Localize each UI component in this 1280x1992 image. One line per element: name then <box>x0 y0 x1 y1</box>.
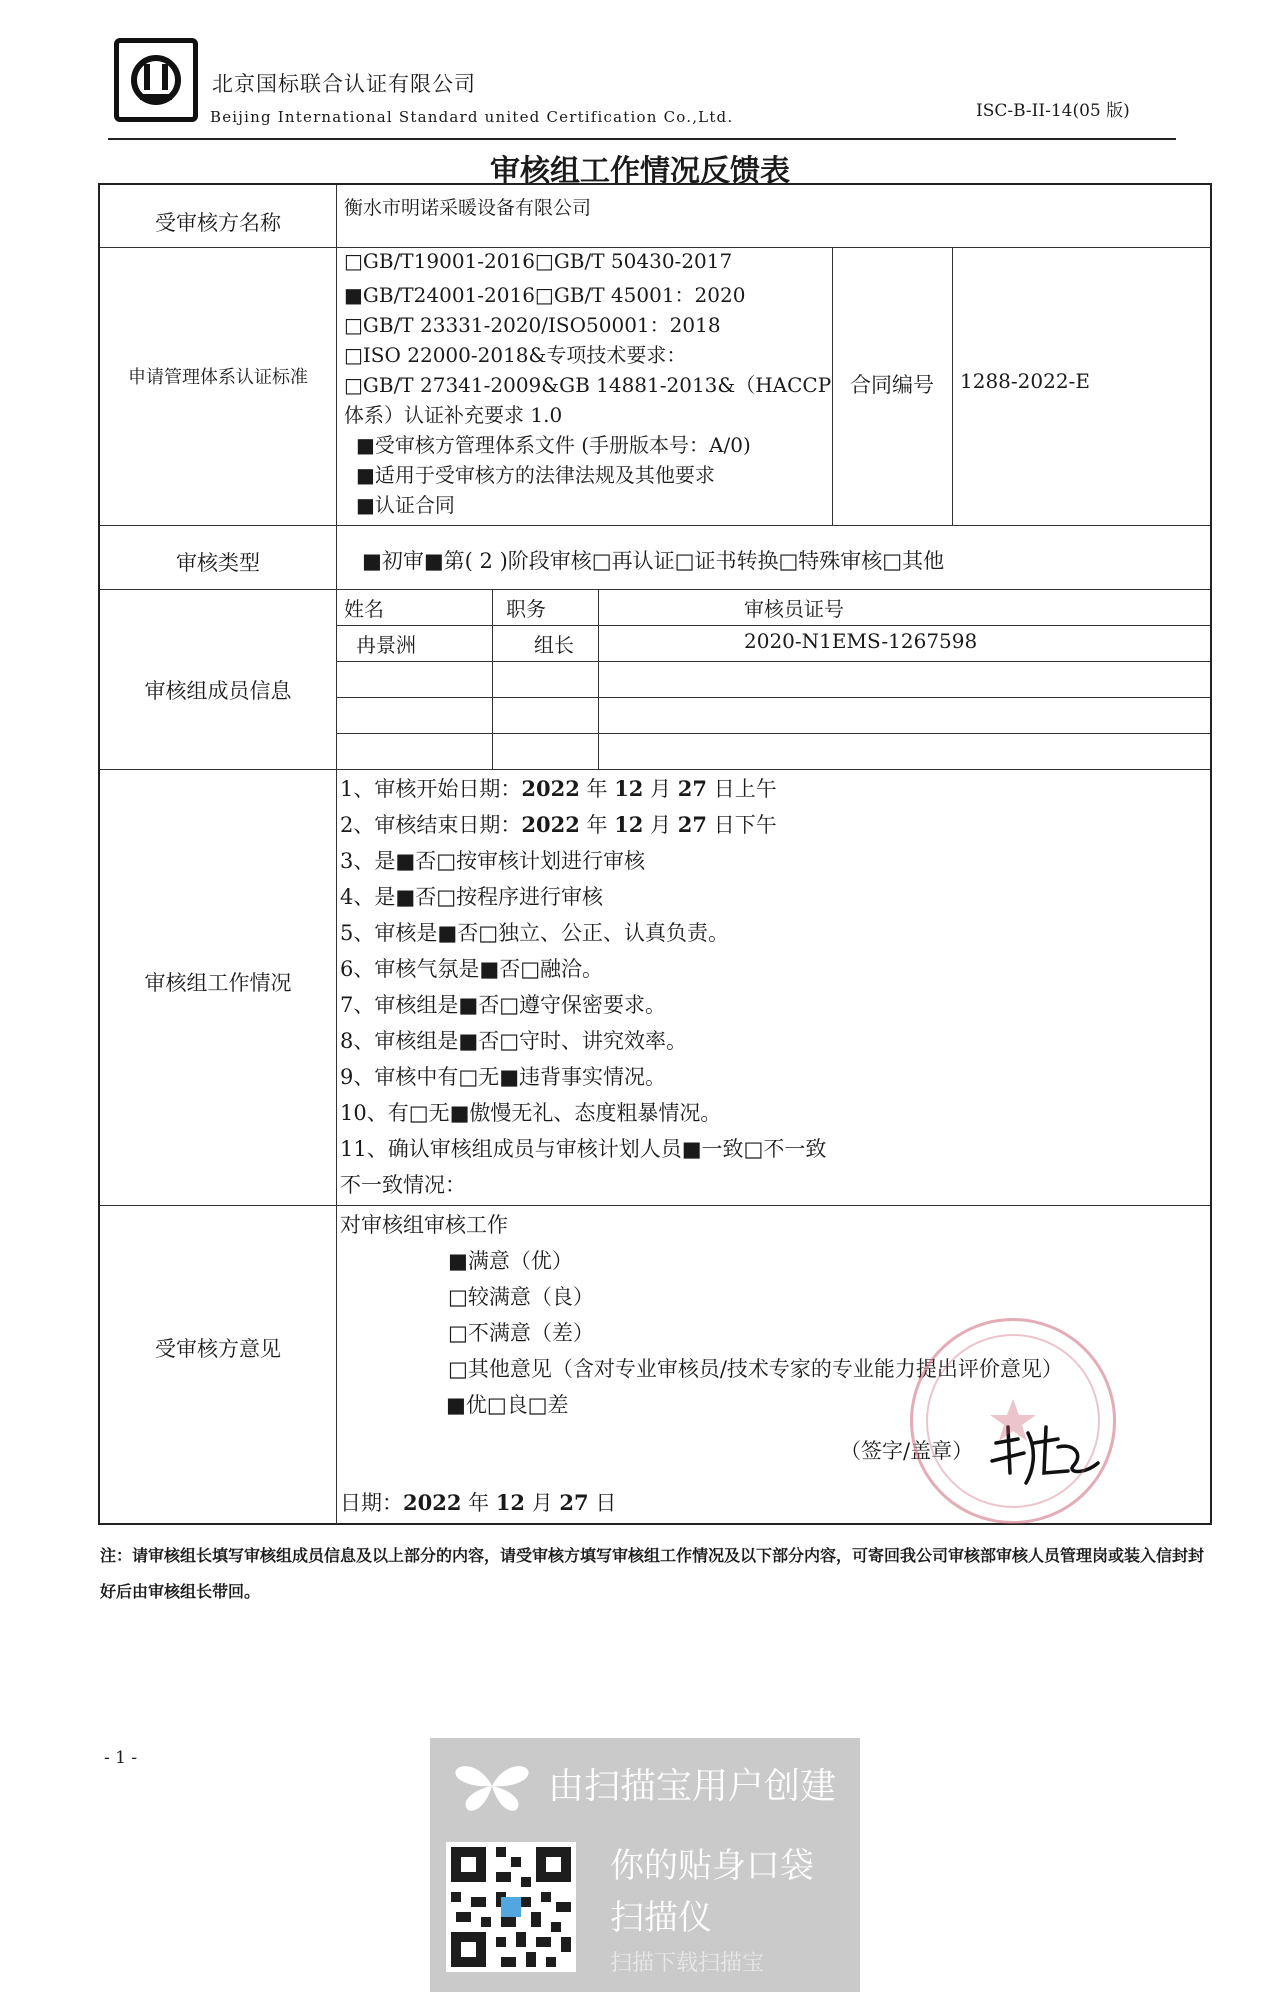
team-col-divider <box>492 589 493 769</box>
auditee-label: 受审核方名称 <box>155 211 281 235</box>
company-name-en: Beijing International Standard united Certification Co.,Ltd. <box>210 108 734 126</box>
opinion-item: □其他意见（含对专业审核员/技术专家的专业能力提出评价意见） <box>448 1357 1063 1381</box>
opinion-intro: 对审核组审核工作 <box>340 1213 508 1237</box>
standard-line: 体系）认证补充要求 1.0 <box>344 403 563 427</box>
work-item: 11、确认审核组成员与审核计划人员■一致□不一致 <box>340 1137 827 1161</box>
contract-label: 合同编号 <box>850 373 934 397</box>
opinion-item: ■优□良□差 <box>446 1393 569 1417</box>
audit-type-value: ■初审■第( 2 )阶段审核□再认证□证书转换□特殊审核□其他 <box>362 549 945 573</box>
header-divider <box>108 138 1176 140</box>
standard-line: ■GB/T24001-2016□GB/T 45001：2020 <box>344 283 746 307</box>
opinion-label: 受审核方意见 <box>155 1337 281 1361</box>
standard-line: □GB/T 23331-2020/ISO50001：2018 <box>344 313 721 337</box>
auditee-value: 衡水市明诺采暖设备有限公司 <box>344 197 592 219</box>
work-line-start: 1、审核开始日期：2022 年 12 月 27 日上午 <box>340 776 777 801</box>
standard-line: □GB/T19001-2016□GB/T 50430-2017 <box>344 249 733 273</box>
certification-logo-icon <box>126 50 186 110</box>
opinion-item: □不满意（差） <box>448 1321 594 1345</box>
opinion-item: ■满意（优） <box>448 1249 573 1273</box>
standard-line: ■适用于受审核方的法律法规及其他要求 <box>356 463 715 487</box>
audit-type-label: 审核类型 <box>176 551 260 575</box>
work-item: 3、是■否□按审核计划进行审核 <box>340 849 646 873</box>
watermark-created-by: 由扫描宝用户创建 <box>548 1766 837 1807</box>
work-item: 不一致情况： <box>340 1173 466 1197</box>
team-row-divider <box>336 625 1210 626</box>
page-title: 审核组工作情况反馈表 <box>490 154 790 189</box>
work-item: 7、审核组是■否□遵守保密要求。 <box>340 993 667 1017</box>
scanner-watermark <box>430 1738 860 1992</box>
row-divider <box>100 769 1210 770</box>
watermark-slogan: 你的贴身口袋 <box>610 1846 814 1886</box>
company-name-cn: 北京国标联合认证有限公司 <box>212 72 476 96</box>
team-row-divider <box>336 697 1210 698</box>
work-item: 9、审核中有□无■违背事实情况。 <box>340 1065 667 1089</box>
row-divider <box>100 525 1210 526</box>
team-row-divider <box>336 661 1210 662</box>
opinion-date: 日期：2022 年 12 月 27 日 <box>340 1490 617 1515</box>
company-logo-icon <box>114 38 198 122</box>
team-header-name: 姓名 <box>344 597 384 621</box>
standard-line: □ISO 22000-2018&专项技术要求： <box>344 343 687 367</box>
row-divider <box>100 589 1210 590</box>
standard-line: ■受审核方管理体系文件 (手册版本号：A/0) <box>356 433 751 457</box>
work-item: 4、是■否□按程序进行审核 <box>340 885 604 909</box>
team-header-role: 职务 <box>506 597 546 621</box>
team-member-name: 冉景洲 <box>356 633 416 657</box>
qr-code-icon <box>446 1842 576 1972</box>
work-item: 5、审核是■否□独立、公正、认真负责。 <box>340 921 730 945</box>
form-note: 注：请审核组长填写审核组成员信息及以上部分的内容，请受审核方填写审核组工作情况及以下部分内容，可寄回我公司审核部审核人员管理岗或装入信封封好后由审核组长带回。 <box>100 1546 1205 1601</box>
team-member-cert: 2020-N1EMS-1267598 <box>744 629 978 653</box>
team-label: 审核组成员信息 <box>144 679 292 703</box>
watermark-download: 扫描下载扫描宝 <box>610 1951 765 1976</box>
page-number: - 1 - <box>104 1748 138 1768</box>
work-item: 6、审核气氛是■否□融洽。 <box>340 957 604 981</box>
signature-label: （签字/盖章） <box>840 1439 974 1463</box>
opinion-item: □较满意（良） <box>448 1285 594 1309</box>
standard-line: □GB/T 27341-2009&GB 14881-2013&（HACCP <box>344 373 832 397</box>
row-divider <box>100 247 1210 248</box>
row-divider <box>100 1205 1210 1206</box>
work-label: 审核组工作情况 <box>144 971 292 995</box>
document-code: ISC-B-II-14(05 版) <box>976 101 1130 121</box>
team-member-role: 组长 <box>534 633 574 657</box>
standard-line: ■认证合同 <box>356 493 455 517</box>
label-column-divider <box>336 185 337 1525</box>
contract-divider <box>952 247 953 525</box>
butterfly-logo-icon <box>452 1756 532 1816</box>
work-item: 8、审核组是■否□守时、讲究效率。 <box>340 1029 688 1053</box>
contract-value: 1288-2022-E <box>960 369 1090 393</box>
watermark-slogan: 扫描仪 <box>610 1898 712 1938</box>
team-col-divider <box>598 589 599 769</box>
company-seal-icon <box>910 1318 1116 1524</box>
standards-label: 申请管理体系认证标准 <box>128 367 308 388</box>
work-item: 10、有□无■傲慢无礼、态度粗暴情况。 <box>340 1101 722 1125</box>
work-line-end: 2、审核结束日期：2022 年 12 月 27 日下午 <box>340 812 777 837</box>
team-row-divider <box>336 733 1210 734</box>
team-header-cert: 审核员证号 <box>744 597 844 621</box>
